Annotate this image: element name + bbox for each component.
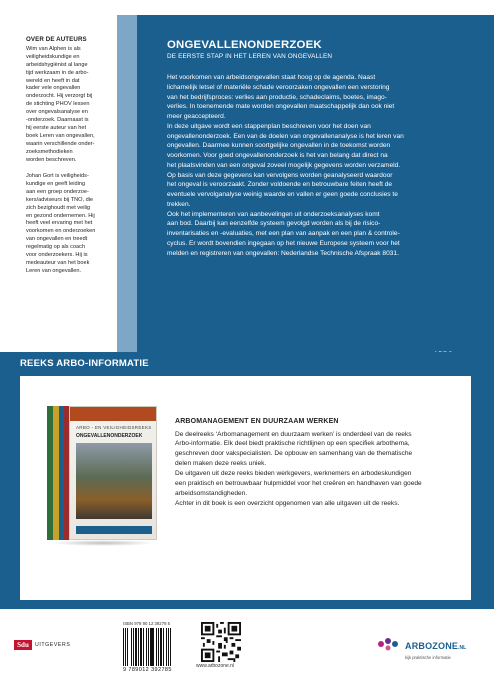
series-box-title: ARBOMANAGEMENT EN DUURZAAM WERKEN	[175, 418, 339, 425]
sdu-logo: Sdu	[14, 640, 32, 650]
series-paragraph: Achter in dit boek is een overzicht opgenomen van alle uitgaven uit de reeks.	[175, 499, 400, 507]
partner-tagline: kijk praktische informatie	[405, 655, 451, 660]
author-bio-gort: Johan Gort is veiligheids- kundige en geeft leiding aan een groep onderzoe- kers/adviseurs bij TNO, die zich bezighoudt met veilig en gezond ondernemen. Hij heeft veel ervaring met het voorkomen en onderzoeken van ongevallen en treedt regelmatig op als coach voor onderzoekers. Hij is medeauteur van het boek Leren van ongevallen.	[26, 172, 96, 275]
qr-url: www.arbozone.nl	[196, 663, 235, 669]
isbn-digits: 9 789012 392785	[123, 667, 172, 673]
main-panel	[117, 15, 494, 370]
cover-title-text: ONGEVALLENONDERZOEK	[76, 433, 143, 439]
cover-photo	[76, 443, 152, 519]
publisher-logo	[14, 640, 70, 650]
qr-code	[201, 622, 241, 662]
book-subtitle: DE EERSTE STAP IN HET LEREN VAN ONGEVALLEN	[167, 53, 333, 60]
isbn-label: ISBN 978 90 12 39278 5	[123, 621, 171, 626]
isbn-barcode	[123, 621, 195, 673]
cover-footer-band	[76, 526, 152, 534]
cover-band	[70, 407, 156, 421]
summary-paragraph: Het voorkomen van arbeidsongevallen staat hoog op de agenda. Naast lichamelijk letsel of materiële schade veroorzaken ongevallen een verstoring van het bedrijfsproces: verlies aan productie, schadeclaims, boetes, imago- verlies. In toenemende mate worden ongevallen maatschappelijk dan ook niet meer geaccepteerd.	[167, 74, 395, 120]
partner-name: ARBOZONE	[405, 641, 459, 651]
barcode-bars	[123, 628, 195, 666]
summary-text	[167, 73, 477, 258]
series-box	[20, 376, 471, 600]
summary-paragraph: In deze uitgave wordt een stappenplan beschreven voor het doen van ongevallenonderzoek. Een van de doelen van ongevallenanalyse is het leren van ongevallen. Daarmee kunnen soortgelijke ongevallen in de toekomst worden voorkomen. Voor goed ongevallenonderzoek is het van belang dat direct na het plaatsvinden van een ongeval zoveel mogelijk gegevens worden verzameld. Op basis van deze gegevens kan vervolgens worden geanalyseerd waardoor het ongeval is veroorzaakt. Zonder voldoende en betrouwbare feiten heeft de eventuele vervolganalyse weinig waarde en vallen er geen goede conclusies te trekken.	[167, 122, 404, 208]
partner-logo	[376, 636, 466, 660]
author-heading: OVER DE AUTEURS	[26, 36, 87, 43]
author-bio-van-alphen: Wim van Alphen is als veiligheidskundige en arbeidshygiënist al lange tijd werkzaam in de arbo- wereld en heeft in dat kader vele ongevallen onderzocht. Hij verzorgt bij de stichting PHOV lessen over ongevalsanalyse en -onderzoek. Daarnaast is hij eerste auteur van het boek Leren van ongevallen, waarin verschillende onder- zoeksmethodieken worden beschreven.	[26, 45, 95, 163]
arbozone-icon	[376, 636, 402, 652]
accent-strip	[117, 15, 137, 370]
summary-panel	[137, 15, 494, 370]
book-shadow	[51, 540, 155, 546]
book-title: ONGEVALLENONDERZOEK	[167, 39, 322, 51]
book-cover	[69, 406, 157, 540]
series-bar-title: REEKS ARBO-INFORMATIE	[20, 358, 149, 369]
book-series-image	[47, 406, 157, 546]
author-column	[26, 36, 116, 284]
series-description	[175, 417, 465, 509]
partner-suffix: .NL	[458, 645, 467, 651]
cover-series-text: ARBO - EN VEILIGHEIDSREEKS	[76, 425, 152, 430]
publisher-word: UITGEVERS	[35, 642, 71, 648]
barcode-bar	[171, 628, 173, 666]
series-paragraph: De deelreeks ‘Arbomanagement en duurzaam werken’ is onderdeel van de reeks Arbo-informatie. Elk deel biedt praktische richtlijnen op een specifiek arbothema, geschreven door vakspecialisten. De opbouw en samenhang van de thematische delen maken deze reeks uniek.	[175, 430, 413, 468]
series-paragraph: De uitgaven uit deze reeks bieden werkgevers, werknemers en arbodeskundigen een praktisch en betrouwbaar hulpmiddel voor het creëren en handhaven van goede arbeidsomstandigheden.	[175, 470, 422, 497]
summary-paragraph: Ook het implementeren van aanbevelingen uit onderzoeksanalyses komt aan bod. Daarbij kan eenzelfde systeem gevolgd worden als bij de risico- inventarisaties en -evaluaties, met een plan van aanpak en een plan & controle- cyclus. Er wordt bovendien ingegaan op het nieuwe Europese systeem voor het melden en registreren van ongevallen: Nederlandse Technische Afspraak 8031.	[167, 210, 400, 257]
series-section	[0, 352, 494, 609]
